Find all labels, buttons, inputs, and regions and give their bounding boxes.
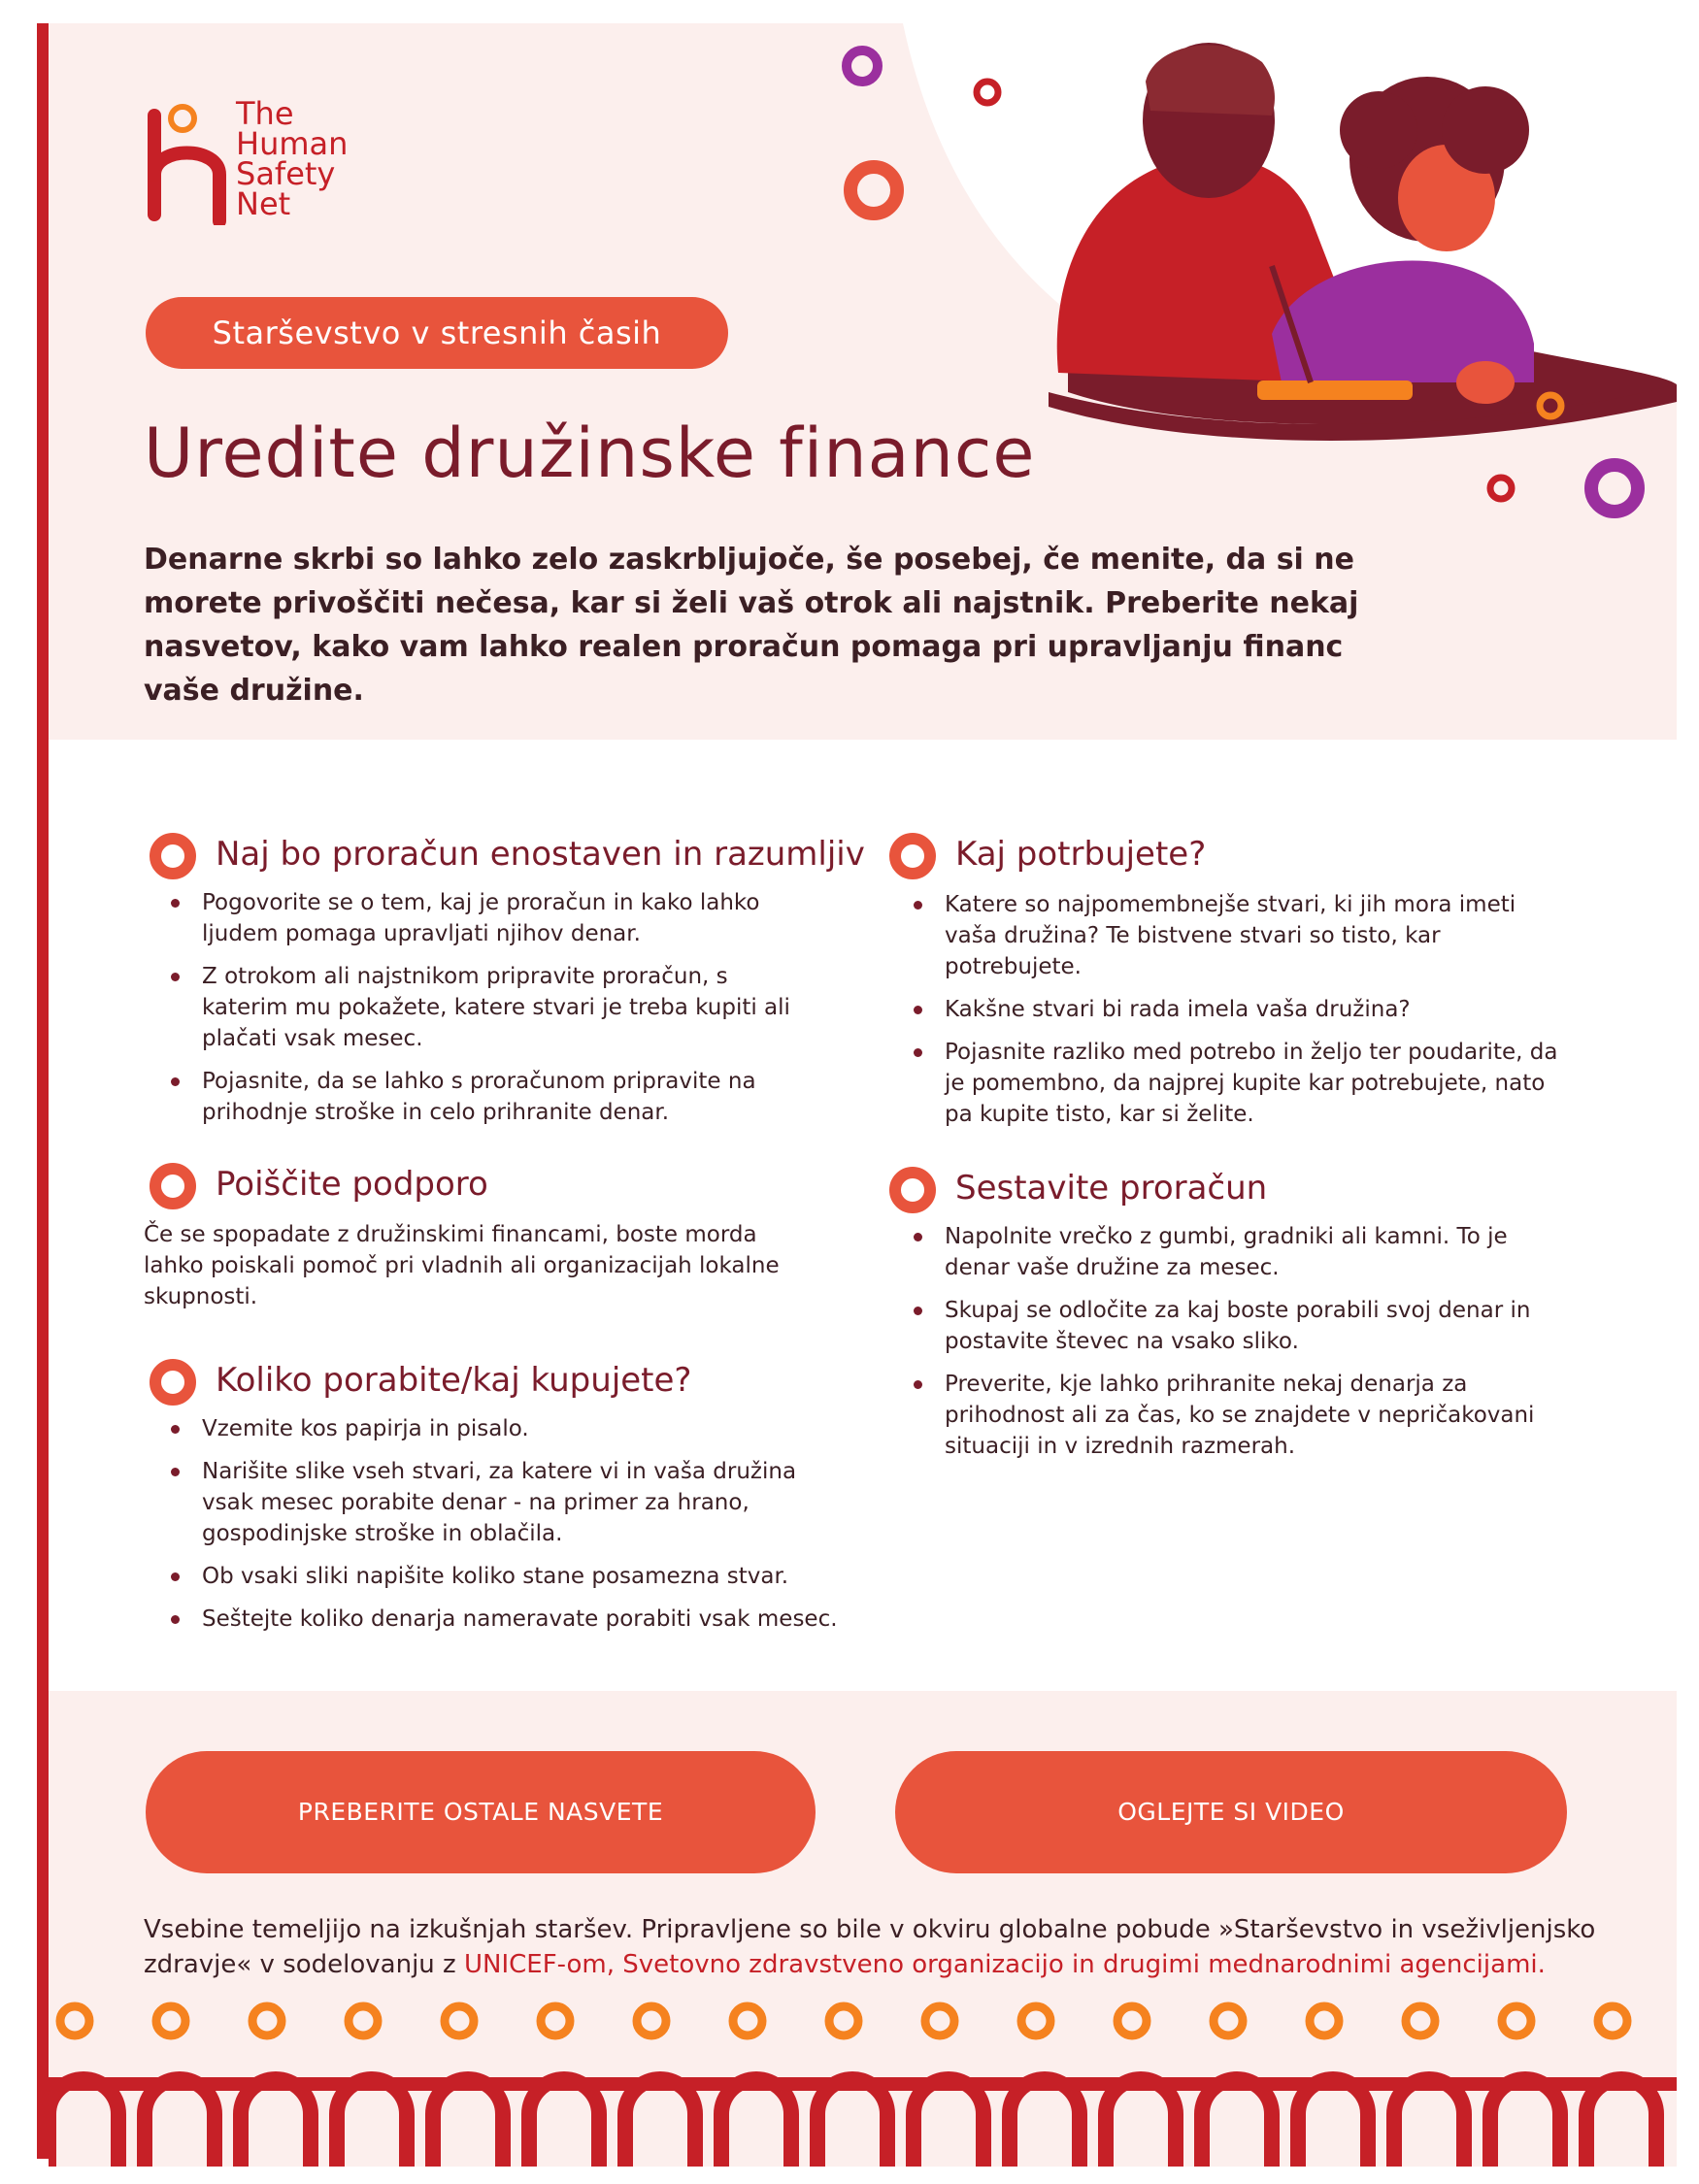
partners-link[interactable]: UNICEF-om, Svetovno zdravstveno organizacijo in drugimi mednarodnimi agencijami. — [463, 1950, 1546, 1979]
list-item: Skupaj se odločite za kaj boste porabili svoj denar in postavite števec na vsako sliko. — [908, 1295, 1558, 1357]
list-item: Vzemite kos papirja in pisalo. — [165, 1413, 854, 1444]
list-item: Napolnite vrečko z gumbi, gradniki ali kamni. To je denar vaše družine za mesec. — [908, 1221, 1558, 1283]
section-heading: Koliko porabite/kaj kupujete? — [216, 1361, 692, 1400]
section-paragraph: Če se spopadate z družinskimi financami, boste morda lahko poiskali pomoč pri vladnih ali organizacijah lokalne skupnosti. — [144, 1222, 780, 1309]
watch-video-button[interactable]: OGLEJTE SI VIDEO — [895, 1751, 1567, 1873]
list-item: Katere so najpomembnejše stvari, ki jih mora imeti vaša družina? Te bistvene stvari so tisto, kar potrebujete. — [908, 889, 1558, 982]
section-heading: Kaj potrbujete? — [955, 835, 1207, 874]
list-item: Preverite, kje lahko prihranite nekaj denarja za prihodnost ali za čas, ko se znajdete v nepričakovani situaciji in v izrednih razmerah. — [908, 1369, 1558, 1462]
section-bullet-icon — [150, 1359, 196, 1406]
list-item: Pojasnite, da se lahko s proračunom pripravite na prihodnje stroške in celo prihranite denar. — [165, 1066, 796, 1128]
list-item: Narišite slike vseh stvari, za katere vi in vaša družina vsak mesec porabite denar - na primer za hrano, gospodinjske stroške in oblačila. — [165, 1456, 854, 1549]
list-item: Z otrokom ali najstnikom pripravite proračun, s katerim mu pokažete, katere stvari je treba kupiti ali plačati vsak mesec. — [165, 961, 796, 1054]
page-title: Uredite družinske finance — [144, 414, 1036, 493]
logo-line: Human — [236, 125, 349, 162]
section-list — [165, 1413, 854, 1646]
list-item: Seštejte koliko denarja nameravate porabiti vsak mesec. — [165, 1604, 854, 1635]
category-tag: Starševstvo v stresnih časih — [146, 297, 728, 369]
logo-line: The — [236, 95, 294, 132]
section-list — [908, 889, 1558, 1142]
logo-h-icon — [144, 99, 231, 225]
section-bullet-icon — [150, 833, 196, 879]
footer-credit — [144, 1912, 1600, 1982]
section-heading: Poiščite podporo — [216, 1165, 488, 1204]
section-bullet-icon — [889, 1167, 936, 1213]
logo-line: Net — [236, 185, 291, 222]
bottom-decorative-border — [49, 2000, 1677, 2167]
intro-paragraph: Denarne skrbi so lahko zelo zaskrbljujoče, še posebej, če menite, da si ne morete privoščiti nečesa, kar si želi vaš otrok ali najstnik. Preberite nekaj nasvetov, kako vam lahko realen proračun pomaga pri upravljanju financ vaše družine. — [144, 543, 1359, 708]
section-bullet-icon — [150, 1163, 196, 1209]
list-item: Kakšne stvari bi rada imela vaša družina? — [908, 994, 1558, 1025]
list-item: Ob vsaki sliki napišite koliko stane posamezna stvar. — [165, 1561, 854, 1592]
section-heading: Naj bo proračun enostaven in razumljiv — [216, 835, 865, 874]
more-tips-button[interactable]: PREBERITE OSTALE NASVETE — [146, 1751, 816, 1873]
list-item: Pogovorite se o tem, kaj je proračun in kako lahko ljudem pomaga upravljati njihov denar. — [165, 887, 796, 949]
section-list — [165, 887, 796, 1140]
logo-wordmark — [236, 95, 349, 222]
section-heading: Sestavite proračun — [955, 1169, 1268, 1208]
list-item: Pojasnite razliko med potrebo in željo ter poudarite, da je pomembno, da najprej kupite kar potrebujete, nato pa kupite tisto, kar si želite. — [908, 1037, 1558, 1130]
footer-credit-text: Vsebine temeljijo na izkušnjah staršev. Pripravljene so bile v okviru globalne pobude »Starševstvo in vseživljenjsko zdravje« v sodelovanju z — [144, 1915, 1596, 1979]
logo-line: Safety — [236, 155, 336, 192]
section-list — [908, 1221, 1558, 1473]
section-bullet-icon — [889, 833, 936, 879]
